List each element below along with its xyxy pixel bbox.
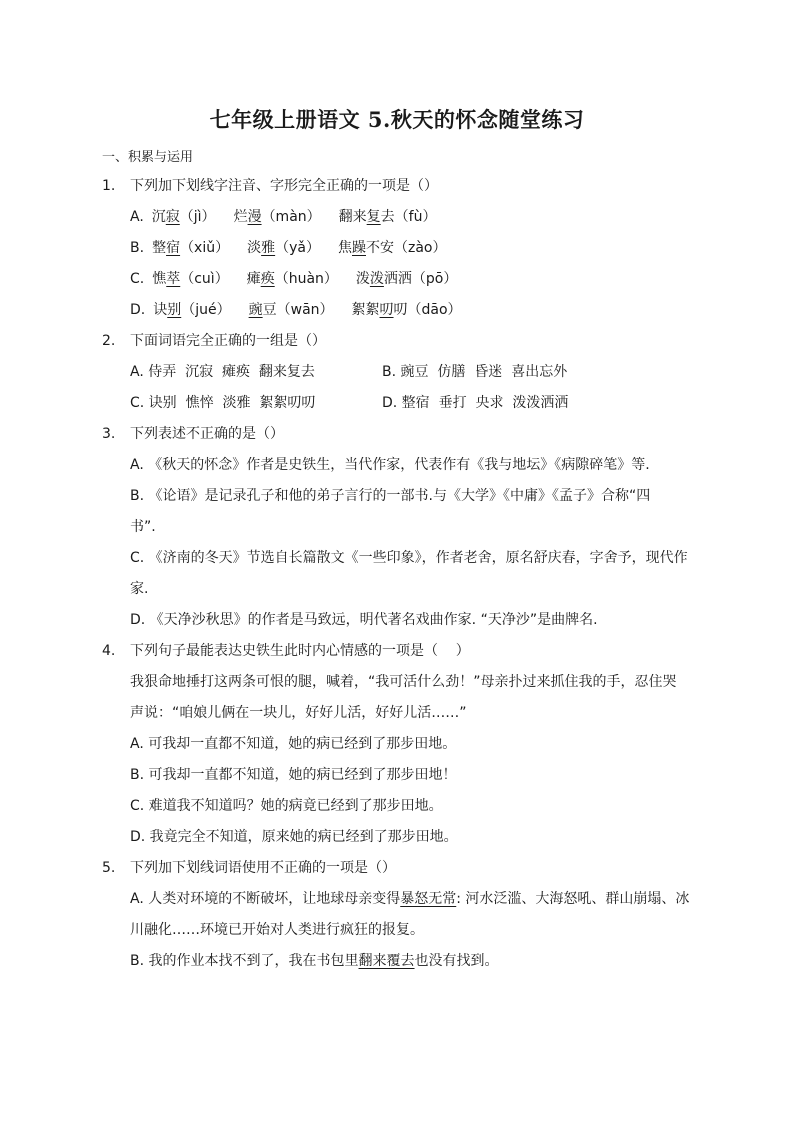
q3-option-b-line-2: 书”. — [130, 519, 156, 535]
page-title: 七年级上册语文 5.秋天的怀念随堂练习 — [209, 107, 585, 132]
option-label: B. — [130, 240, 145, 256]
q3-option-c-line-2: 家. — [130, 581, 149, 597]
option-label: A. — [130, 209, 144, 225]
option-text: （jué） — [181, 302, 231, 318]
underlined-char: 漫 — [247, 209, 262, 225]
q2-option-b: B. 豌豆 仿膳 昏迷 喜出忘外 — [382, 364, 568, 380]
q2-option-a: A. 侍弄 沉寂 瘫痪 翻来复去 — [130, 364, 315, 380]
underlined-phrase: 翻来覆去 — [358, 953, 415, 969]
option-text: : 河水泛滥、大海怒吼、群山崩塌、冰 — [456, 891, 690, 907]
q2-option-c: C. 诀别 憔悴 淡雅 絮絮叨叨 — [130, 395, 316, 411]
q3-option-c-line-1: C. 《济南的冬天》节选自长篇散文《一些印象》，作者老舍，原名舒庆春，字舍予，现代作 — [130, 550, 688, 566]
question-stem: 下列句子最能表达史铁生此时内心情感的一项是（ ） — [130, 643, 470, 659]
option-text: 叨（dāo） — [393, 302, 462, 318]
q4-passage-line-2: 声说：“咱娘儿俩在一块儿，好好儿活，好好儿活……” — [130, 705, 467, 721]
option-label: D. — [130, 302, 146, 318]
underlined-char: 寂 — [165, 209, 180, 225]
question-stem: 下列加下划线词语使用不正确的一项是（） — [130, 860, 396, 876]
option-text: （yǎ） — [275, 240, 320, 256]
option-text: 也没有找到。 — [414, 953, 499, 969]
section-heading: 一、积累与运用 — [102, 150, 194, 165]
option-text: 絮絮 — [351, 302, 380, 318]
question-number: 4. — [102, 643, 116, 659]
q1-option-a — [130, 207, 436, 227]
underlined-char: 宿 — [166, 240, 181, 256]
option-text: 诀 — [153, 302, 168, 318]
question-number: 5. — [102, 860, 116, 876]
q5-option-b — [130, 951, 499, 971]
q2-option-d: D. 整宿 垂打 央求 泼泼洒洒 — [382, 395, 569, 411]
question-number: 2. — [102, 333, 116, 349]
option-text: 翻来 — [338, 209, 367, 225]
q4-option-b: B. 可我却一直都不知道，她的病已经到了那步田地！ — [130, 767, 457, 783]
option-text: （màn） — [261, 209, 321, 225]
option-text: （huàn） — [274, 271, 338, 287]
option-text: 整 — [152, 240, 167, 256]
question-stem: 下列表述不正确的是（） — [130, 426, 284, 442]
q4-option-d: D. 我竟完全不知道，原来她的病已经到了那步田地。 — [130, 829, 458, 845]
q3-option-b-line-1: B. 《论语》是记录孔子和他的弟子言行的一部书.与《大学》《中庸》《孟子》合称“四 — [130, 488, 651, 504]
option-text: 焦 — [338, 240, 352, 256]
option-text: 烂 — [233, 209, 248, 225]
underlined-char: 别 — [167, 302, 182, 318]
underlined-char: 复 — [366, 209, 381, 225]
option-text: 不安（zào） — [366, 240, 447, 256]
underlined-char: 豌 — [248, 302, 263, 318]
option-text: 去（fù） — [380, 209, 437, 225]
underlined-char: 躁 — [352, 240, 366, 256]
q5-option-a-line-1 — [130, 889, 689, 909]
underlined-char: 雅 — [261, 240, 276, 256]
question-stem: 下列加下划线字注音、字形完全正确的一项是（） — [130, 178, 438, 194]
option-text: B. 我的作业本找不到了，我在书包里 — [130, 953, 359, 969]
option-text: （xiǔ） — [180, 240, 230, 256]
option-text: 泼 — [355, 271, 370, 287]
q4-passage-line-1: 我狠命地捶打这两条可恨的腿，喊着，“我可活什么劲！”母亲扑过来抓住我的手，忍住哭 — [130, 674, 677, 690]
question-stem: 下面词语完全正确的一组是（） — [130, 333, 326, 349]
q1-option-d — [130, 300, 462, 320]
option-text: 淡 — [247, 240, 262, 256]
q5-option-a-line-2: 川融化……环境已开始对人类进行疯狂的报复。 — [130, 922, 424, 938]
question-number: 1. — [102, 178, 116, 194]
underlined-char: 泼 — [369, 271, 384, 287]
q1-option-b — [130, 238, 447, 258]
underlined-char: 叨 — [379, 302, 394, 318]
option-text: 豆（wān） — [262, 302, 334, 318]
q3-option-a: A. 《秋天的怀念》作者是史铁生，当代作家，代表作有《我与地坛》《病隙碎笔》等. — [130, 457, 650, 473]
q1-option-c — [130, 269, 457, 289]
underlined-char: 痪 — [260, 271, 275, 287]
option-text: 沉 — [151, 209, 166, 225]
option-label: C. — [130, 271, 145, 287]
underlined-char: 萃 — [166, 271, 181, 287]
option-text: A. 人类对环境的不断破坏，让地球母亲变得 — [130, 891, 401, 907]
option-text: （jì） — [179, 209, 216, 225]
q4-option-a: A. 可我却一直都不知道，她的病已经到了那步田地。 — [130, 736, 457, 752]
option-text: 洒洒（pō） — [383, 271, 458, 287]
option-text: （cuì） — [180, 271, 229, 287]
underlined-phrase: 暴怒无常 — [400, 891, 457, 907]
q3-option-d: D. 《天净沙秋思》的作者是马致远，明代著名戏曲作家. “天净沙”是曲牌名. — [130, 612, 598, 628]
question-number: 3. — [102, 426, 116, 442]
option-text: 瘫 — [246, 271, 261, 287]
option-text: 憔 — [152, 271, 167, 287]
q4-option-c: C. 难道我不知道吗？她的病竟已经到了那步田地。 — [130, 798, 443, 814]
